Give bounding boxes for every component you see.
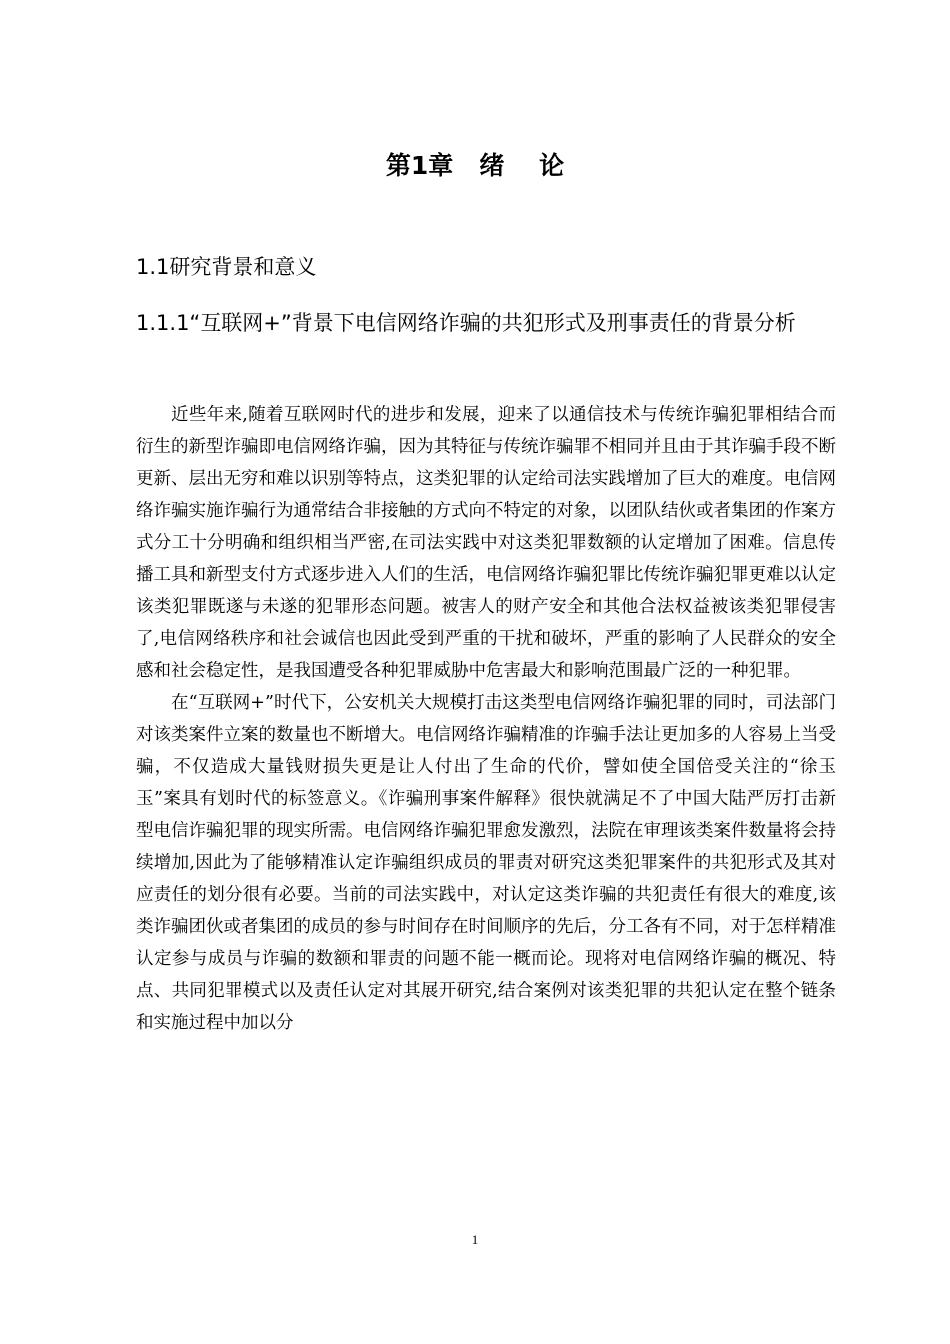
section-heading: 1.1研究背景和意义 (136, 255, 317, 279)
paragraph: 在“互联网+”时代下，公安机关大规模打击这类型电信网络诈骗犯罪的同时，司法部门对该类案件立案的数量也不断增大。电信网络诈骗精准的诈骗手法让更加多的人容易上当受骗，不仅造成大量钱财损失更是让人付出了生命的代价，譬如使全国倍受关注的“徐玉玉”案具有划时代的标签意义。《诈骗刑事案件解释》很快就满足不了中国大陆严厉打击新型电信诈骗犯罪的现实所需。电信网络诈骗犯罪愈发激烈，法院在审理该类案件数量将会持续增加,因此为了能够精准认定诈骗组织成员的罪责对研究这类犯罪案件的共犯形式及其对应责任的划分很有必要。当前的司法实践中，对认定这类诈骗的共犯责任有很大的难度,该类诈骗团伙或者集团的成员的参与时间存在时间顺序的先后，分工各有不同，对于怎样精准认定参与成员与诈骗的数额和罪责的问题不能一概而论。现将对电信网络诈骗的概况、特点、共同犯罪模式以及责任认定对其展开研究,结合案例对该类犯罪的共犯认定在整个链条和实施过程中加以分 (136, 693, 836, 1033)
subsection-heading: 1.1.1“互联网+”背景下电信网络诈骗的共犯形式及刑事责任的背景分析 (136, 311, 796, 335)
body-text (136, 399, 836, 1039)
page-number: 1 (471, 1232, 479, 1247)
paragraph: 近些年来,随着互联网时代的进步和发展，迎来了以通信技术与传统诈骗犯罪相结合而衍生的新型诈骗即电信网络诈骗，因为其特征与传统诈骗罪不相同并且由于其诈骗手段不断更新、层出无穷和难以识别等特点，这类犯罪的认定给司法实践增加了巨大的难度。电信网络诈骗实施诈骗行为通常结合非接触的方式向不特定的对象，以团队结伙或者集团的作案方式分工十分明确和组织相当严密,在司法实践中对这类犯罪数额的认定增加了困难。信息传播工具和新型支付方式逐步进入人们的生活，电信网络诈骗犯罪比传统诈骗犯罪更难以认定该类犯罪既遂与未遂的犯罪形态问题。被害人的财产安全和其他合法权益被该类犯罪侵害了,电信网络秩序和社会诚信也因此受到严重的干扰和破坏，严重的影响了人民群众的安全感和社会稳定性，是我国遭受各种犯罪威胁中危害最大和影响范围最广泛的一种犯罪。 (136, 405, 836, 681)
chapter-title: 第1章 绪 论 (385, 151, 565, 180)
